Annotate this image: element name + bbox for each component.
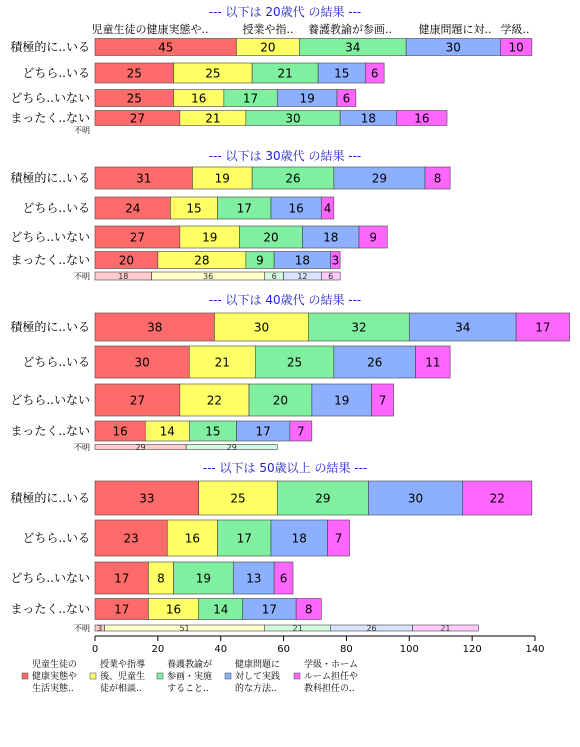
data-label: 34 <box>455 320 471 335</box>
data-label: 6 <box>279 571 288 586</box>
data-label: 36 <box>203 272 214 281</box>
data-label: 7 <box>334 531 343 546</box>
x-tick-label: 60 <box>277 644 290 655</box>
data-label: 6 <box>271 272 277 281</box>
panel-title: --- 以下は 20歳代 の結果 --- <box>208 5 362 19</box>
column-header: 授業や指.. <box>242 23 294 36</box>
legend-swatch <box>225 673 231 679</box>
data-label: 29 <box>371 171 388 186</box>
data-label: 25 <box>230 491 246 506</box>
data-label: 34 <box>345 40 361 55</box>
data-label: 17 <box>236 201 252 216</box>
data-label: 27 <box>129 393 146 408</box>
data-label: 7 <box>378 393 387 408</box>
legend-label: 的な方法.. <box>235 684 277 694</box>
data-label: 20 <box>118 253 135 268</box>
legend-label: 児童生徒の <box>32 660 78 670</box>
data-label: 29 <box>135 443 146 452</box>
data-label: 25 <box>286 355 303 370</box>
data-label: 25 <box>126 66 142 81</box>
row-label: まったく..ない <box>10 424 90 438</box>
legend-label: 参画・実施 <box>167 672 213 682</box>
data-label: 32 <box>351 320 367 335</box>
data-label: 21 <box>292 624 303 633</box>
data-label: 38 <box>147 320 163 335</box>
data-label: 17 <box>114 571 130 586</box>
row-label: 不明 <box>74 126 90 135</box>
column-header: 学級.. <box>500 23 530 36</box>
data-label: 26 <box>367 355 383 370</box>
row-label: どちら..いない <box>10 91 90 105</box>
row-label: 不明 <box>74 443 90 452</box>
x-tick-label: 40 <box>214 644 228 655</box>
data-label: 4 <box>323 201 332 216</box>
data-label: 19 <box>214 171 230 186</box>
legend-label: 後、児童生 <box>100 672 146 682</box>
data-label: 18 <box>360 111 377 126</box>
data-label: 8 <box>304 602 313 617</box>
data-label: 15 <box>334 66 350 81</box>
data-label: 8 <box>157 571 165 586</box>
data-label: 18 <box>291 531 307 546</box>
data-label: 22 <box>206 393 223 408</box>
panel-title: --- 以下は 50歳以上 の結果 --- <box>202 461 368 475</box>
legend-label: 授業や指導 <box>100 660 146 670</box>
data-label: 16 <box>165 602 182 617</box>
panel-title: --- 以下は 30歳代 の結果 --- <box>208 149 362 163</box>
legend-swatch <box>157 673 163 679</box>
row-label: 不明 <box>74 624 90 633</box>
data-label: 29 <box>226 443 237 452</box>
data-label: 17 <box>255 424 271 439</box>
row-label: まったく..ない <box>10 602 90 616</box>
legend-swatch <box>22 673 28 679</box>
row-label: 積極的に..いる <box>10 171 90 185</box>
column-header: 養護教諭が参画.. <box>308 23 392 36</box>
data-label: 9 <box>256 253 264 268</box>
data-label: 20 <box>260 40 276 55</box>
row-label: まったく..ない <box>10 111 90 125</box>
data-label: 6 <box>328 272 334 281</box>
x-tick-label: 140 <box>525 644 545 655</box>
legend-label: 養護教諭が <box>167 660 213 670</box>
data-label: 23 <box>123 531 139 546</box>
data-label: 16 <box>191 91 207 106</box>
data-label: 30 <box>285 111 301 126</box>
legend-swatch <box>294 673 300 679</box>
data-label: 16 <box>112 424 128 439</box>
data-label: 26 <box>366 624 377 633</box>
x-tick-label: 100 <box>399 644 419 655</box>
data-label: 14 <box>213 602 229 617</box>
data-label: 22 <box>489 491 505 506</box>
data-label: 14 <box>159 424 175 439</box>
x-tick-label: 120 <box>462 644 482 655</box>
data-label: 16 <box>288 201 304 216</box>
panel-title: --- 以下は 40歳代 の結果 --- <box>208 293 362 307</box>
data-label: 31 <box>136 171 152 186</box>
data-label: 7 <box>297 424 305 439</box>
data-label: 20 <box>263 230 279 245</box>
row-label: どちら..いない <box>10 571 90 585</box>
data-label: 17 <box>261 602 278 617</box>
data-label: 3 <box>331 253 340 268</box>
x-tick-label: 0 <box>91 644 99 655</box>
column-header: 児童生徒の健康実態や.. <box>91 23 209 36</box>
legend-label: ルーム担任や <box>304 672 359 682</box>
legend-label: 徒が相談.. <box>100 684 142 694</box>
data-label: 45 <box>158 40 174 55</box>
legend-label: 健康実態や <box>32 672 78 682</box>
data-label: 21 <box>277 66 293 81</box>
row-label: 不明 <box>74 272 90 281</box>
row-label: どちら..いない <box>10 393 90 407</box>
row-label: 積極的に..いる <box>10 491 90 505</box>
data-label: 15 <box>205 424 221 439</box>
data-label: 20 <box>272 393 289 408</box>
data-label: 17 <box>236 531 252 546</box>
legend-label: 対して実践 <box>235 672 281 682</box>
data-label: 19 <box>202 230 218 245</box>
legend-label: 学級・ホーム <box>304 660 359 670</box>
data-label: 30 <box>445 40 461 55</box>
data-label: 18 <box>323 230 339 245</box>
data-label: 30 <box>134 355 150 370</box>
data-label: 25 <box>205 66 221 81</box>
data-label: 19 <box>299 91 315 106</box>
data-label: 30 <box>253 320 270 335</box>
data-label: 19 <box>334 393 350 408</box>
data-label: 26 <box>285 171 301 186</box>
data-label: 30 <box>407 491 424 506</box>
legend-label: 教科担任の.. <box>304 684 355 694</box>
data-label: 6 <box>370 66 379 81</box>
data-label: 19 <box>195 571 212 586</box>
data-label: 18 <box>294 253 311 268</box>
row-label: まったく..ない <box>10 253 90 267</box>
row-label: どちら..いる <box>22 201 90 215</box>
data-label: 24 <box>125 201 141 216</box>
data-label: 15 <box>186 201 202 216</box>
data-label: 27 <box>129 230 146 245</box>
data-label: 11 <box>425 355 441 370</box>
legend-label: 生活実態.. <box>32 684 74 694</box>
data-label: 21 <box>214 355 230 370</box>
data-label: 18 <box>118 272 129 281</box>
data-label: 21 <box>440 624 451 633</box>
legend-swatch <box>90 673 96 679</box>
x-tick-label: 80 <box>340 644 353 655</box>
data-label: 6 <box>342 91 351 106</box>
row-label: どちら..いない <box>10 230 90 244</box>
legend-label: 健康問題に <box>235 660 281 670</box>
data-label: 17 <box>114 602 130 617</box>
data-label: 27 <box>129 111 146 126</box>
row-label: 積極的に..いる <box>10 320 90 334</box>
row-label: どちら..いる <box>22 66 90 80</box>
data-label: 16 <box>414 111 430 126</box>
row-label: どちら..いる <box>22 531 90 545</box>
legend-label: すること.. <box>167 684 209 694</box>
data-label: 25 <box>126 91 142 106</box>
data-label: 29 <box>315 491 331 506</box>
data-label: 9 <box>369 230 377 245</box>
data-label: 13 <box>246 571 262 586</box>
data-label: 10 <box>508 40 524 55</box>
data-label: 33 <box>139 491 155 506</box>
x-tick-label: 20 <box>151 644 165 655</box>
data-label: 16 <box>184 531 201 546</box>
data-label: 51 <box>179 624 190 633</box>
data-label: 17 <box>242 91 259 106</box>
column-header: 健康問題に対.. <box>418 23 492 36</box>
data-label: 21 <box>205 111 221 126</box>
row-label: どちら..いる <box>22 355 90 369</box>
data-label: 12 <box>297 272 308 281</box>
data-label: 8 <box>433 171 442 186</box>
data-label: 17 <box>535 320 551 335</box>
data-label: 3 <box>97 624 103 633</box>
data-label: 28 <box>194 253 210 268</box>
row-label: 積極的に..いる <box>10 40 90 54</box>
